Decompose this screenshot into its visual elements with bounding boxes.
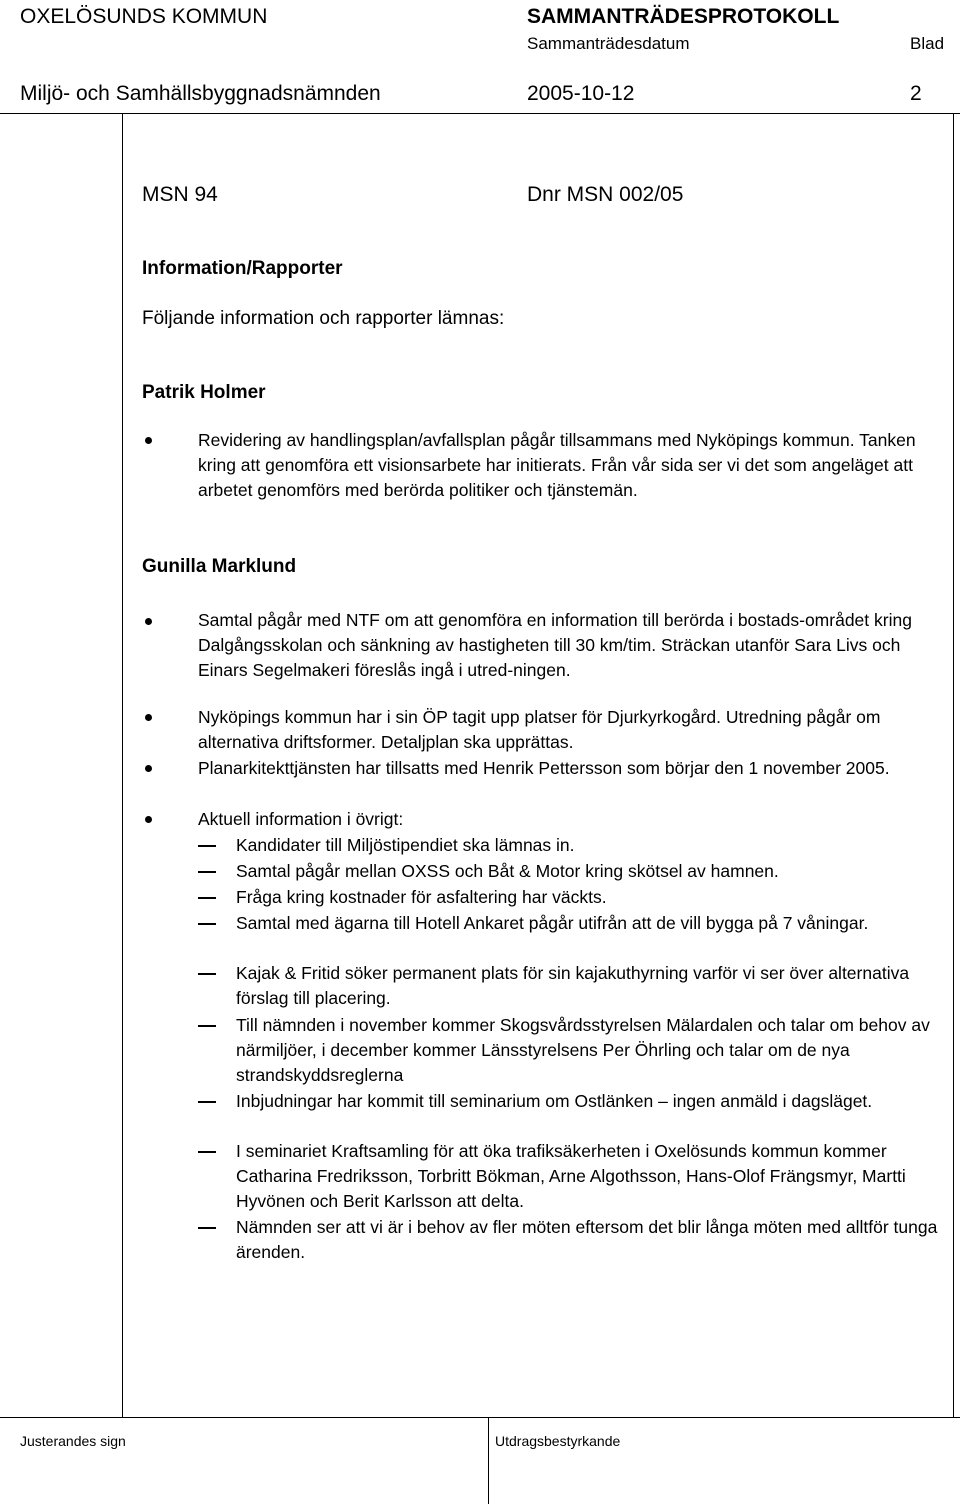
bullet-text: Planarkitekttjänsten har tillsatts med Henrik Pettersson som börjar den 1 november 2005. <box>198 758 890 778</box>
page-number: 2 <box>910 82 922 105</box>
subitem-text: Samtal med ägarna till Hotell Ankaret pågår utifrån att de vill bygga på 7 våningar. <box>236 913 869 933</box>
subitem-text: Fråga kring kostnader för asfaltering har väckts. <box>236 887 607 907</box>
dnr: Dnr MSN 002/05 <box>527 183 684 206</box>
person-name: Gunilla Marklund <box>142 556 297 577</box>
dash-icon <box>198 1101 216 1103</box>
bullet-icon <box>145 816 152 823</box>
bullet-icon <box>145 765 152 772</box>
dash-icon <box>198 1025 216 1027</box>
meeting-date: 2005-10-12 <box>527 82 635 105</box>
bullet-text: Nyköpings kommun har i sin ÖP tagit upp platser för Djurkyrkogård. Utredning pågår om alternativa driftsformer. Detaljplan ska upprättas. <box>198 707 881 752</box>
subitem-text: Kandidater till Miljöstipendiet ska lämnas in. <box>236 835 575 855</box>
footer-middle-line <box>488 1417 489 1504</box>
committee-name: Miljö- och Samhällsbyggnadsnämnden <box>20 82 381 105</box>
subitem-text: I seminariet Kraftsamling för att öka trafiksäkerheten i Oxelösunds kommun kommer Catharina Fredriksson, Torbritt Bökman, Arne Algothsson, Hans-Olof Frängsmyr, Martti Hyvönen och Berit Karlsson att delta. <box>236 1141 906 1211</box>
dash-icon <box>198 923 216 925</box>
dash-icon <box>198 1151 216 1153</box>
page-label: Blad <box>910 34 945 53</box>
dash-icon <box>198 897 216 899</box>
section-title: Information/Rapporter <box>142 258 343 279</box>
date-label: Sammanträdesdatum <box>527 34 690 53</box>
subitem-text: Samtal pågår mellan OXSS och Båt & Motor kring skötsel av hamnen. <box>236 861 779 881</box>
municipality-name: OXELÖSUNDS KOMMUN <box>20 5 268 28</box>
bullet-icon <box>145 618 152 625</box>
footer-sign-label: Justerandes sign <box>20 1433 126 1449</box>
subitem-text: Till nämnden i november kommer Skogsvårdsstyrelsen Mälardalen och talar om behov av närmiljöer, i december kommer Länsstyrelsens Per Öhrling och talar om de nya strandskyddsreglerna <box>236 1015 930 1085</box>
dash-icon <box>198 845 216 847</box>
bullet-text: Samtal pågår med NTF om att genomföra en information till berörda i bostads-området kring Dalgångsskolan och sänkning av hastigheten till 30 km/tim. Sträckan utanför Sara Livs och Einars Segelmakeri föreslås ingå i utred-ningen. <box>198 610 912 680</box>
right-margin-line <box>953 113 954 1417</box>
section-intro: Följande information och rapporter lämnas: <box>142 308 505 329</box>
dash-icon <box>198 973 216 975</box>
footer-divider <box>0 1417 960 1418</box>
person-name: Patrik Holmer <box>142 382 266 403</box>
bullet-text: Revidering av handlingsplan/avfallsplan pågår tillsammans med Nyköpings kommun. Tanken kring att genomföra ett visionsarbete har initierats. Från vår sida ser vi det som angeläget att arbetet genomförs med berörda politiker och tjänstemän. <box>198 430 916 500</box>
dash-icon <box>198 871 216 873</box>
left-margin-line <box>122 113 123 1417</box>
bullet-icon <box>145 437 152 444</box>
subitem-text: Nämnden ser att vi är i behov av fler möten eftersom det blir långa möten med alltför tunga ärenden. <box>236 1217 938 1262</box>
document-type: SAMMANTRÄDESPROTOKOLL <box>527 5 840 28</box>
case-number: MSN 94 <box>142 183 218 206</box>
bullet-text: Aktuell information i övrigt: <box>198 809 404 829</box>
header-divider <box>0 113 960 114</box>
footer-extract-label: Utdragsbestyrkande <box>495 1433 621 1449</box>
subitem-text: Kajak & Fritid söker permanent plats för sin kajakuthyrning varför vi ser över alternativa förslag till placering. <box>236 963 910 1008</box>
subitem-text: Inbjudningar har kommit till seminarium om Ostlänken – ingen anmäld i dagsläget. <box>236 1091 873 1111</box>
dash-icon <box>198 1227 216 1229</box>
bullet-icon <box>145 714 152 721</box>
